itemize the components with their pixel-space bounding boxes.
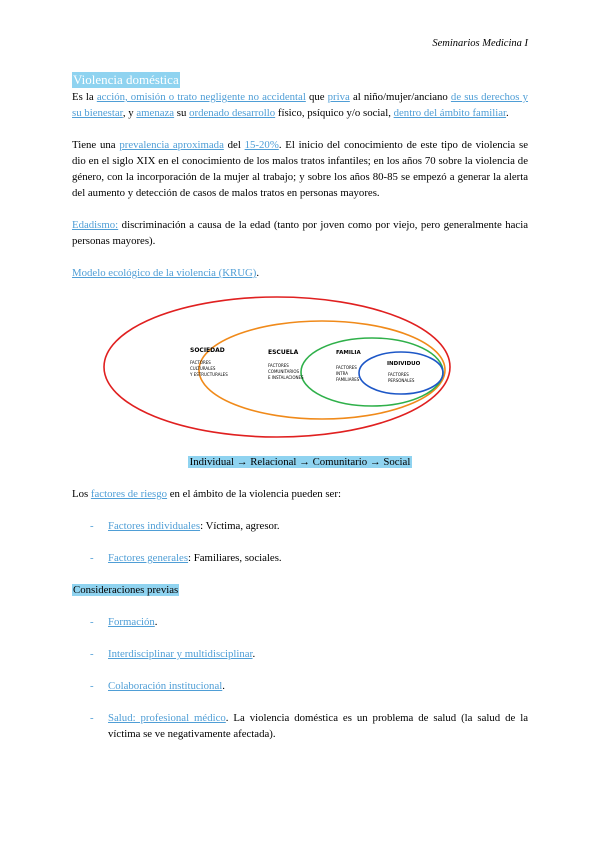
sociedad-sublabel: CULTURALES (190, 366, 216, 371)
text-run: discriminación a causa de la edad (tanto por joven como por viejo, pero generalmente hacia personas mayores). (72, 219, 528, 247)
list-item (72, 550, 528, 566)
text-run: , y (122, 107, 137, 119)
document-body (72, 72, 528, 742)
sociedad-sublabel: Y ESTRUCTURALES (190, 372, 228, 377)
prevalence-paragraph (72, 137, 528, 201)
list-item-text: . (154, 616, 158, 628)
familia-sublabel: FAMILIARES (336, 377, 360, 382)
model-heading (72, 265, 528, 281)
link-text: Colaboración institucional (108, 680, 223, 692)
levels-flow (72, 454, 528, 470)
text-run: en el ámbito de la violencia pueden ser: (167, 488, 341, 500)
list-item-text: : Víctima, agresor. (200, 520, 280, 532)
list-item-text: : Familiares, sociales. (188, 552, 282, 564)
list-item-text: . (222, 680, 225, 692)
link-text: factores de riesgo (90, 488, 168, 500)
bullet-dash: - (90, 520, 94, 532)
escuela-sublabel: FACTORES (268, 363, 289, 368)
list-item-text: . La violencia doméstica es un problema de salud (la salud de la víctima se ve negativamente afectada). (108, 712, 529, 740)
considerations-heading (72, 582, 528, 598)
escuela-sublabel: E INSTALACIONES (268, 375, 304, 380)
link-text: Factores generales (108, 552, 189, 564)
text-run: que (305, 91, 328, 103)
levels-flow-text: Individual → Relacional → Comunitario → Social (189, 456, 411, 468)
text-run: al niño/mujer/anciano (349, 91, 451, 103)
bullet-dash: - (90, 648, 94, 660)
list-item (72, 614, 528, 630)
bullet-dash: - (90, 712, 94, 724)
text-run: Tiene una (72, 139, 120, 151)
page-header: Seminarios Medicina I (432, 38, 528, 49)
familia-sublabel: INTRA (336, 371, 348, 376)
text-run: del (223, 139, 245, 151)
individuo-sublabel: PERSONALES (388, 378, 415, 383)
link-text: Formación (108, 616, 155, 628)
link-text: acción, omisión o trato negligente no accidental (96, 91, 306, 103)
link-text: prevalencia aproximada (119, 139, 224, 151)
bullet-dash: - (90, 552, 94, 564)
link-text: Factores individuales (108, 520, 201, 532)
definition-paragraph (72, 89, 528, 121)
link-text: Salud: profesional médico (108, 712, 226, 724)
escuela-sublabel: COMUNITARIOS (268, 369, 300, 374)
link-text: Edadismo: (72, 219, 119, 231)
list-item-text: . (252, 648, 256, 660)
sociedad-sublabel: FACTORES (190, 360, 211, 365)
text-run: Es la (72, 91, 97, 103)
risk-factors-intro (72, 486, 528, 502)
considerations-title: Consideraciones previas (73, 584, 179, 596)
link-text: priva (327, 91, 350, 103)
sociedad-label: SOCIEDAD (190, 347, 225, 354)
list-item (72, 646, 528, 662)
escuela-ellipse (199, 321, 445, 419)
link-text: Modelo ecológico de la violencia (KRUG) (72, 267, 257, 279)
link-text: amenaza (136, 107, 175, 119)
escuela-label: ESCUELA (268, 349, 299, 356)
text-run: Los (72, 488, 91, 500)
text-run: físico, psíquico y/o social, (275, 107, 394, 119)
list-item (72, 710, 528, 742)
edadismo-paragraph (72, 217, 528, 249)
link-text: Interdisciplinar y multidisciplinar (108, 648, 253, 660)
bullet-dash: - (90, 680, 94, 692)
familia-sublabel: FACTORES (336, 365, 357, 370)
list-item (72, 678, 528, 694)
link-text: 15-20% (244, 139, 279, 151)
list-item (72, 518, 528, 534)
link-text: de sus derechos y su bienestar (72, 91, 529, 119)
link-text: ordenado desarrollo (189, 107, 276, 119)
text-run: . (256, 267, 260, 279)
familia-label: FAMILIA (336, 350, 361, 356)
link-text: dentro del ámbito familiar (393, 107, 507, 119)
bullet-dash: - (90, 616, 94, 628)
individuo-sublabel: FACTORES (388, 372, 409, 377)
individuo-label: INDIVIDUO (387, 361, 421, 367)
familia-ellipse (301, 338, 443, 406)
ecological-model-diagram (72, 287, 528, 447)
text-run: su (174, 107, 190, 119)
section-title: Violencia doméstica (73, 72, 179, 87)
text-run: . (506, 107, 509, 119)
text-run: . El inicio del conocimiento de este tipo de violencia se dio en el siglo XIX en el conocimiento de los malos tratos infantiles; en los años 70 sobre la violencia de género, con la incorporación de la mujer al trabajo; y sobre los años 80-85 se empezó a generar la alerta del aumento y detección de casos de malos tratos en personas mayores. (72, 139, 529, 199)
